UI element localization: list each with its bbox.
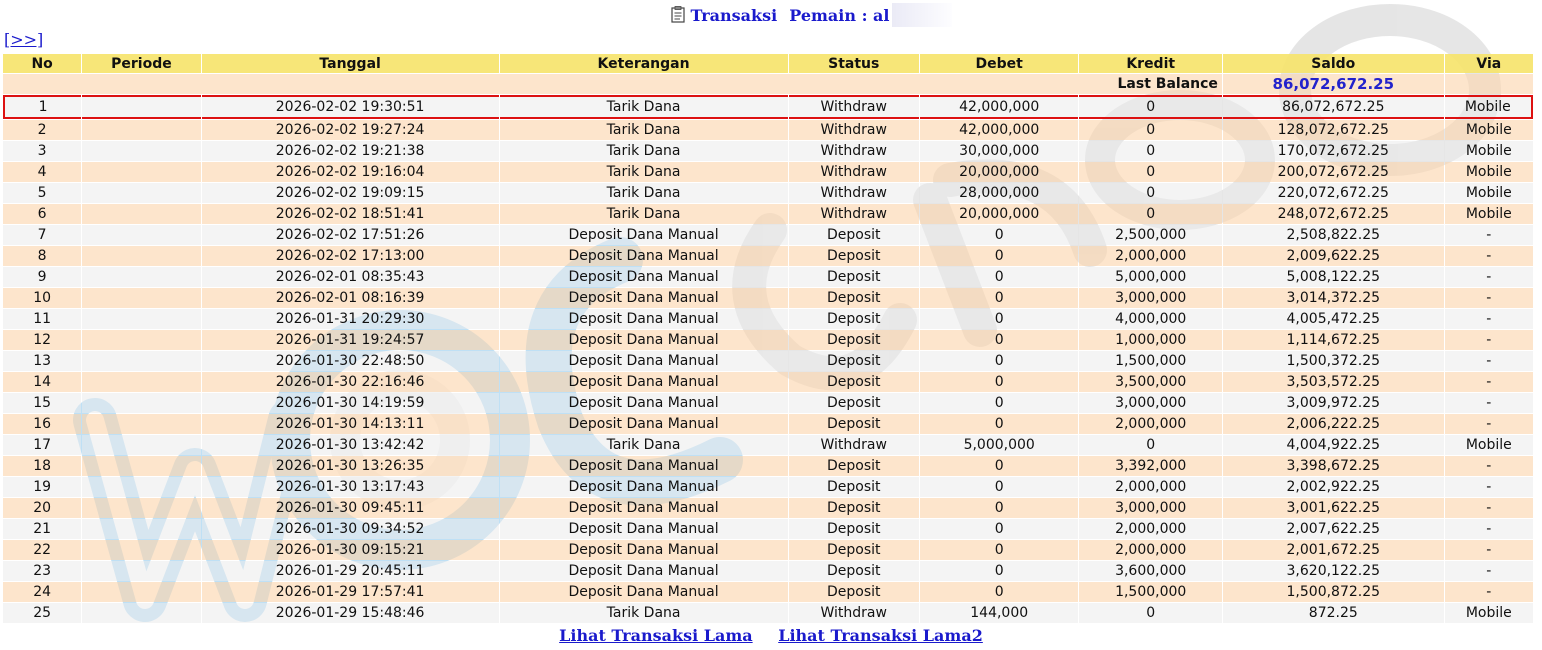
cell-kredit: 0	[1079, 162, 1221, 182]
cell-status: Deposit	[789, 372, 919, 392]
cell-saldo: 3,001,622.25	[1223, 498, 1444, 518]
cell-saldo: 200,072,672.25	[1223, 162, 1444, 182]
cell-status: Withdraw	[789, 435, 919, 455]
cell-no: 12	[3, 330, 81, 350]
cell-keterangan: Tarik Dana	[500, 162, 788, 182]
table-row	[3, 456, 1533, 476]
cell-via: Mobile	[1445, 435, 1533, 455]
cell-saldo: 1,500,872.25	[1223, 582, 1444, 602]
cell-via: Mobile	[1445, 603, 1533, 623]
cell-kredit: 1,500,000	[1079, 582, 1221, 602]
cell-via: -	[1445, 288, 1533, 308]
cell-saldo: 2,508,822.25	[1223, 225, 1444, 245]
column-header-periode: Periode	[82, 54, 200, 73]
cell-saldo: 128,072,672.25	[1223, 120, 1444, 140]
cell-no: 2	[3, 120, 81, 140]
cell-keterangan: Tarik Dana	[500, 120, 788, 140]
cell-periode	[82, 372, 200, 392]
cell-saldo: 872.25	[1223, 603, 1444, 623]
cell-debet: 0	[920, 393, 1079, 413]
cell-status: Deposit	[789, 309, 919, 329]
cell-no: 9	[3, 267, 81, 287]
column-header-via: Via	[1445, 54, 1533, 73]
table-row	[3, 267, 1533, 287]
table-row	[3, 330, 1533, 350]
cell-status: Deposit	[789, 246, 919, 266]
cell-status: Deposit	[789, 477, 919, 497]
cell-tanggal: 2026-02-02 19:27:24	[202, 120, 499, 140]
cell-keterangan: Deposit Dana Manual	[500, 498, 788, 518]
cell-tanggal: 2026-02-02 17:51:26	[202, 225, 499, 245]
table-row	[3, 540, 1533, 560]
cell-via: -	[1445, 309, 1533, 329]
cell-keterangan: Tarik Dana	[500, 603, 788, 623]
cell-no: 11	[3, 309, 81, 329]
cell-via: -	[1445, 225, 1533, 245]
cell-via: -	[1445, 351, 1533, 371]
cell-status: Deposit	[789, 561, 919, 581]
cell-no: 3	[3, 141, 81, 161]
table-row	[3, 603, 1533, 623]
cell-saldo: 5,008,122.25	[1223, 267, 1444, 287]
cell-keterangan: Deposit Dana Manual	[500, 351, 788, 371]
cell-tanggal: 2026-01-30 14:19:59	[202, 393, 499, 413]
cell-debet: 0	[920, 561, 1079, 581]
cell-via: -	[1445, 477, 1533, 497]
cell-tanggal: 2026-01-30 13:17:43	[202, 477, 499, 497]
cell-keterangan: Deposit Dana Manual	[500, 519, 788, 539]
cell-status: Deposit	[789, 351, 919, 371]
cell-kredit: 2,000,000	[1079, 519, 1221, 539]
cell-no: 23	[3, 561, 81, 581]
cell-periode	[82, 309, 200, 329]
cell-tanggal: 2026-01-30 13:42:42	[202, 435, 499, 455]
column-header-no: No	[3, 54, 81, 73]
cell-status: Deposit	[789, 225, 919, 245]
cell-status: Withdraw	[789, 162, 919, 182]
cell-periode	[82, 603, 200, 623]
cell-no: 15	[3, 393, 81, 413]
cell-no: 16	[3, 414, 81, 434]
cell-periode	[82, 477, 200, 497]
cell-via: -	[1445, 372, 1533, 392]
cell-tanggal: 2026-01-30 09:34:52	[202, 519, 499, 539]
cell-via: -	[1445, 540, 1533, 560]
table-row	[3, 372, 1533, 392]
cell-tanggal: 2026-01-31 20:29:30	[202, 309, 499, 329]
cell-status: Deposit	[789, 540, 919, 560]
cell-tanggal: 2026-01-30 22:16:46	[202, 372, 499, 392]
table-row	[3, 414, 1533, 434]
cell-periode	[82, 435, 200, 455]
cell-via: Mobile	[1445, 204, 1533, 224]
cell-periode	[82, 141, 200, 161]
page-title: Transaksi	[690, 6, 778, 25]
old-transactions-link-2[interactable]: Lihat Transaksi Lama2	[778, 626, 983, 645]
cell-kredit: 3,000,000	[1079, 498, 1221, 518]
cell-no: 13	[3, 351, 81, 371]
cell-tanggal: 2026-02-01 08:35:43	[202, 267, 499, 287]
cell-periode	[82, 183, 200, 203]
cell-saldo: 2,001,672.25	[1223, 540, 1444, 560]
cell-via: -	[1445, 393, 1533, 413]
cell-tanggal: 2026-02-02 19:21:38	[202, 141, 499, 161]
cell-no: 10	[3, 288, 81, 308]
cell-saldo: 2,007,622.25	[1223, 519, 1444, 539]
cell-periode	[82, 162, 200, 182]
cell-status: Deposit	[789, 288, 919, 308]
cell-via: -	[1445, 582, 1533, 602]
redacted-area	[892, 3, 952, 27]
cell-keterangan: Deposit Dana Manual	[500, 582, 788, 602]
column-header-saldo: Saldo	[1223, 54, 1444, 73]
cell-debet: 0	[920, 225, 1079, 245]
cell-via: -	[1445, 561, 1533, 581]
cell-keterangan: Deposit Dana Manual	[500, 330, 788, 350]
cell-via: -	[1445, 456, 1533, 476]
cell-debet: 0	[920, 351, 1079, 371]
cell-periode	[82, 393, 200, 413]
cell-kredit: 3,600,000	[1079, 561, 1221, 581]
cell-debet: 20,000,000	[920, 204, 1079, 224]
cell-status: Deposit	[789, 267, 919, 287]
cell-saldo: 2,009,622.25	[1223, 246, 1444, 266]
old-transactions-link[interactable]: Lihat Transaksi Lama	[559, 626, 753, 645]
cell-periode	[82, 95, 200, 119]
cell-periode	[82, 414, 200, 434]
cell-keterangan: Tarik Dana	[500, 95, 788, 119]
table-row	[3, 561, 1533, 581]
table-row	[3, 246, 1533, 266]
cell-periode	[82, 561, 200, 581]
table-row	[3, 351, 1533, 371]
cell-status: Deposit	[789, 582, 919, 602]
cell-tanggal: 2026-01-30 14:13:11	[202, 414, 499, 434]
cell-periode	[82, 456, 200, 476]
cell-debet: 0	[920, 372, 1079, 392]
cell-kredit: 2,000,000	[1079, 246, 1221, 266]
cell-kredit: 0	[1079, 141, 1221, 161]
cell-kredit: 3,000,000	[1079, 288, 1221, 308]
cell-keterangan: Tarik Dana	[500, 183, 788, 203]
cell-status: Withdraw	[789, 95, 919, 119]
cell-kredit: 3,392,000	[1079, 456, 1221, 476]
cell-no: 7	[3, 225, 81, 245]
cell-keterangan: Tarik Dana	[500, 204, 788, 224]
cell-debet: 0	[920, 519, 1079, 539]
cell-kredit: 4,000,000	[1079, 309, 1221, 329]
cell-tanggal: 2026-01-31 19:24:57	[202, 330, 499, 350]
cell-keterangan: Deposit Dana Manual	[500, 414, 788, 434]
cell-debet: 0	[920, 414, 1079, 434]
cell-saldo: 1,114,672.25	[1223, 330, 1444, 350]
column-header-keterangan: Keterangan	[500, 54, 788, 73]
cell-debet: 20,000,000	[920, 162, 1079, 182]
cell-keterangan: Deposit Dana Manual	[500, 561, 788, 581]
cell-debet: 0	[920, 309, 1079, 329]
cell-keterangan: Deposit Dana Manual	[500, 540, 788, 560]
cell-kredit: 2,000,000	[1079, 477, 1221, 497]
cell-tanggal: 2026-02-02 19:16:04	[202, 162, 499, 182]
document-icon	[671, 6, 685, 23]
cell-no: 22	[3, 540, 81, 560]
cell-debet: 0	[920, 498, 1079, 518]
cell-tanggal: 2026-01-30 22:48:50	[202, 351, 499, 371]
cell-tanggal: 2026-02-01 08:16:39	[202, 288, 499, 308]
cell-debet: 5,000,000	[920, 435, 1079, 455]
cell-tanggal: 2026-01-30 09:45:11	[202, 498, 499, 518]
cell-saldo: 3,014,372.25	[1223, 288, 1444, 308]
cell-debet: 144,000	[920, 603, 1079, 623]
cell-status: Withdraw	[789, 120, 919, 140]
cell-periode	[82, 246, 200, 266]
cell-no: 24	[3, 582, 81, 602]
cell-tanggal: 2026-02-02 18:51:41	[202, 204, 499, 224]
cell-saldo: 86,072,672.25	[1223, 95, 1444, 119]
cell-periode	[82, 120, 200, 140]
player-label: Pemain : al	[789, 6, 890, 25]
cell-keterangan: Deposit Dana Manual	[500, 309, 788, 329]
cell-debet: 30,000,000	[920, 141, 1079, 161]
next-page-link[interactable]: [>>]	[4, 30, 44, 49]
cell-kredit: 2,500,000	[1079, 225, 1221, 245]
table-row	[3, 582, 1533, 602]
cell-tanggal: 2026-02-02 19:30:51	[202, 95, 499, 119]
cell-tanggal: 2026-01-29 17:57:41	[202, 582, 499, 602]
table-row	[3, 435, 1533, 455]
table-row	[3, 519, 1533, 539]
cell-saldo: 3,620,122.25	[1223, 561, 1444, 581]
cell-via: -	[1445, 246, 1533, 266]
cell-no: 25	[3, 603, 81, 623]
cell-debet: 0	[920, 456, 1079, 476]
table-row	[3, 477, 1533, 497]
cell-via: Mobile	[1445, 183, 1533, 203]
cell-status: Deposit	[789, 414, 919, 434]
cell-via: Mobile	[1445, 162, 1533, 182]
table-row	[3, 498, 1533, 518]
cell-keterangan: Deposit Dana Manual	[500, 477, 788, 497]
cell-periode	[82, 204, 200, 224]
cell-no: 18	[3, 456, 81, 476]
cell-periode	[82, 267, 200, 287]
cell-keterangan: Tarik Dana	[500, 141, 788, 161]
cell-no: 8	[3, 246, 81, 266]
cell-status: Deposit	[789, 498, 919, 518]
cell-via: -	[1445, 519, 1533, 539]
cell-tanggal: 2026-01-30 13:26:35	[202, 456, 499, 476]
cell-keterangan: Deposit Dana Manual	[500, 225, 788, 245]
cell-saldo: 2,002,922.25	[1223, 477, 1444, 497]
table-row	[3, 162, 1533, 182]
last-balance-via	[1445, 74, 1533, 94]
cell-no: 4	[3, 162, 81, 182]
cell-via: -	[1445, 414, 1533, 434]
cell-status: Deposit	[789, 456, 919, 476]
cell-no: 1	[3, 95, 81, 119]
cell-saldo: 2,006,222.25	[1223, 414, 1444, 434]
last-balance-value: 86,072,672.25	[1223, 74, 1444, 94]
cell-debet: 28,000,000	[920, 183, 1079, 203]
cell-periode	[82, 519, 200, 539]
table-header-row	[3, 54, 1533, 73]
cell-tanggal: 2026-02-02 17:13:00	[202, 246, 499, 266]
table-row	[3, 141, 1533, 161]
column-header-kredit: Kredit	[1079, 54, 1221, 73]
cell-saldo: 1,500,372.25	[1223, 351, 1444, 371]
cell-periode	[82, 330, 200, 350]
cell-no: 17	[3, 435, 81, 455]
cell-keterangan: Deposit Dana Manual	[500, 456, 788, 476]
cell-saldo: 3,398,672.25	[1223, 456, 1444, 476]
cell-tanggal: 2026-02-02 19:09:15	[202, 183, 499, 203]
last-balance-row	[3, 74, 1533, 94]
cell-saldo: 4,005,472.25	[1223, 309, 1444, 329]
cell-via: -	[1445, 267, 1533, 287]
cell-periode	[82, 225, 200, 245]
cell-no: 14	[3, 372, 81, 392]
cell-kredit: 2,000,000	[1079, 414, 1221, 434]
footer-links	[0, 626, 1542, 645]
cell-status: Withdraw	[789, 141, 919, 161]
cell-debet: 0	[920, 540, 1079, 560]
cell-no: 19	[3, 477, 81, 497]
cell-saldo: 3,503,572.25	[1223, 372, 1444, 392]
transaction-table	[2, 53, 1534, 624]
cell-via: Mobile	[1445, 141, 1533, 161]
cell-saldo: 4,004,922.25	[1223, 435, 1444, 455]
cell-periode	[82, 540, 200, 560]
cell-kredit: 0	[1079, 120, 1221, 140]
cell-via: -	[1445, 498, 1533, 518]
cell-saldo: 220,072,672.25	[1223, 183, 1444, 203]
cell-kredit: 0	[1079, 95, 1221, 119]
cell-no: 6	[3, 204, 81, 224]
column-header-status: Status	[789, 54, 919, 73]
cell-keterangan: Deposit Dana Manual	[500, 393, 788, 413]
cell-kredit: 2,000,000	[1079, 540, 1221, 560]
cell-kredit: 1,000,000	[1079, 330, 1221, 350]
cell-keterangan: Deposit Dana Manual	[500, 288, 788, 308]
cell-tanggal: 2026-01-29 20:45:11	[202, 561, 499, 581]
cell-via: Mobile	[1445, 120, 1533, 140]
cell-no: 20	[3, 498, 81, 518]
table-row	[3, 120, 1533, 140]
cell-debet: 42,000,000	[920, 120, 1079, 140]
cell-status: Deposit	[789, 330, 919, 350]
cell-periode	[82, 288, 200, 308]
cell-kredit: 0	[1079, 603, 1221, 623]
cell-keterangan: Deposit Dana Manual	[500, 372, 788, 392]
cell-status: Withdraw	[789, 183, 919, 203]
cell-debet: 0	[920, 288, 1079, 308]
cell-kredit: 0	[1079, 435, 1221, 455]
cell-status: Deposit	[789, 393, 919, 413]
column-header-debet: Debet	[920, 54, 1079, 73]
cell-saldo: 170,072,672.25	[1223, 141, 1444, 161]
table-row	[3, 393, 1533, 413]
cell-debet: 0	[920, 330, 1079, 350]
cell-debet: 0	[920, 477, 1079, 497]
cell-status: Withdraw	[789, 204, 919, 224]
cell-debet: 0	[920, 582, 1079, 602]
cell-keterangan: Deposit Dana Manual	[500, 246, 788, 266]
last-balance-label: Last Balance	[3, 74, 1222, 94]
cell-no: 5	[3, 183, 81, 203]
page-header	[0, 2, 1542, 30]
cell-status: Deposit	[789, 519, 919, 539]
cell-status: Withdraw	[789, 603, 919, 623]
table-row	[3, 309, 1533, 329]
table-row	[3, 95, 1533, 119]
cell-saldo: 248,072,672.25	[1223, 204, 1444, 224]
column-header-tanggal: Tanggal	[202, 54, 499, 73]
cell-kredit: 3,500,000	[1079, 372, 1221, 392]
cell-keterangan: Deposit Dana Manual	[500, 267, 788, 287]
cell-kredit: 0	[1079, 183, 1221, 203]
table-row	[3, 183, 1533, 203]
cell-periode	[82, 498, 200, 518]
cell-keterangan: Tarik Dana	[500, 435, 788, 455]
cell-tanggal: 2026-01-30 09:15:21	[202, 540, 499, 560]
cell-kredit: 1,500,000	[1079, 351, 1221, 371]
table-row	[3, 225, 1533, 245]
cell-kredit: 0	[1079, 204, 1221, 224]
table-row	[3, 204, 1533, 224]
table-row	[3, 288, 1533, 308]
cell-periode	[82, 351, 200, 371]
cell-saldo: 3,009,972.25	[1223, 393, 1444, 413]
cell-debet: 0	[920, 246, 1079, 266]
cell-kredit: 5,000,000	[1079, 267, 1221, 287]
header-title-group	[671, 2, 952, 30]
cell-tanggal: 2026-01-29 15:48:46	[202, 603, 499, 623]
cell-debet: 42,000,000	[920, 95, 1079, 119]
cell-debet: 0	[920, 267, 1079, 287]
cell-via: Mobile	[1445, 95, 1533, 119]
cell-kredit: 3,000,000	[1079, 393, 1221, 413]
cell-via: -	[1445, 330, 1533, 350]
cell-periode	[82, 582, 200, 602]
cell-no: 21	[3, 519, 81, 539]
